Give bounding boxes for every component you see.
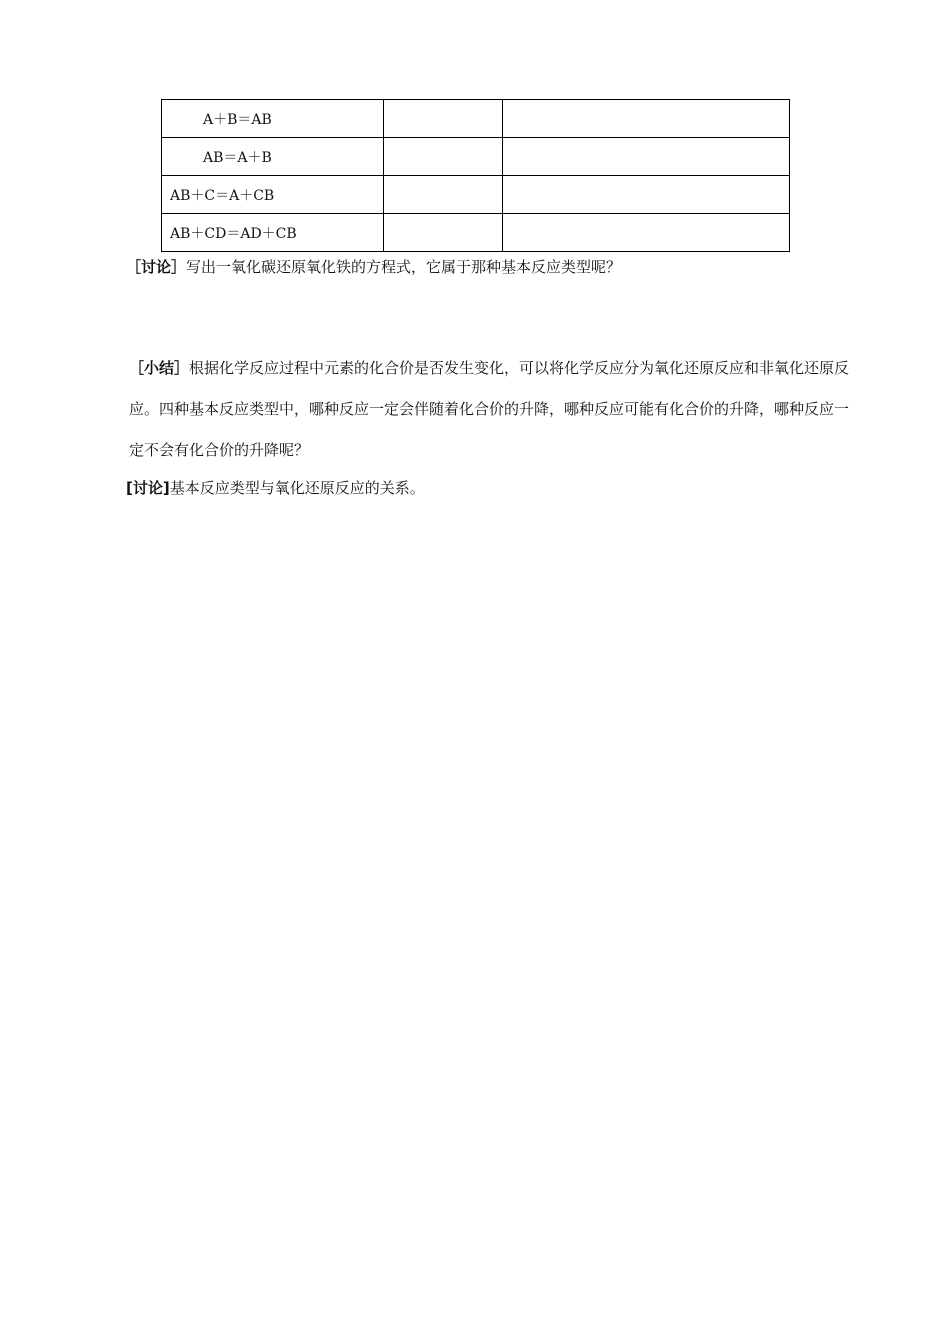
equation-cell: AB＝A＋B [162,138,384,176]
blank-cell [503,100,790,138]
table-row [162,138,790,176]
blank-cell [503,214,790,252]
summary-tag: ［小结］ [129,359,190,377]
blank-cell [503,138,790,176]
table-row [162,100,790,138]
blank-cell [384,138,503,176]
blank-cell [384,214,503,252]
discussion-text: 基本反应类型与氧化还原反应的关系。 [169,479,425,497]
summary-text: 根据化学反应过程中元素的化合价是否发生变化，可以将化学反应分为氧化还原反应和非氧化还原反应。四种基本反应类型中，哪种反应一定会伴随着化合价的升降，哪种反应可能有化合价的升降，哪种反应一定不会有化合价的升降呢？ [129,359,850,459]
summary-paragraph [93,348,863,471]
blank-cell [384,100,503,138]
discussion-tag: ［讨论］ [126,258,187,276]
table-row [162,214,790,252]
table-row [162,176,790,214]
discussion-paragraph-2 [126,478,425,499]
equation-cell: AB＋C＝A＋CB [162,176,384,214]
discussion-text: 写出一氧化碳还原氧化铁的方程式，它属于那种基本反应类型呢？ [186,258,622,276]
equation-cell: A＋B＝AB [162,100,384,138]
reaction-type-table [161,99,790,252]
blank-cell [503,176,790,214]
discussion-paragraph-1 [126,257,621,278]
discussion-tag: [讨论] [126,479,170,497]
equation-cell: AB＋CD＝AD＋CB [162,214,384,252]
blank-cell [384,176,503,214]
